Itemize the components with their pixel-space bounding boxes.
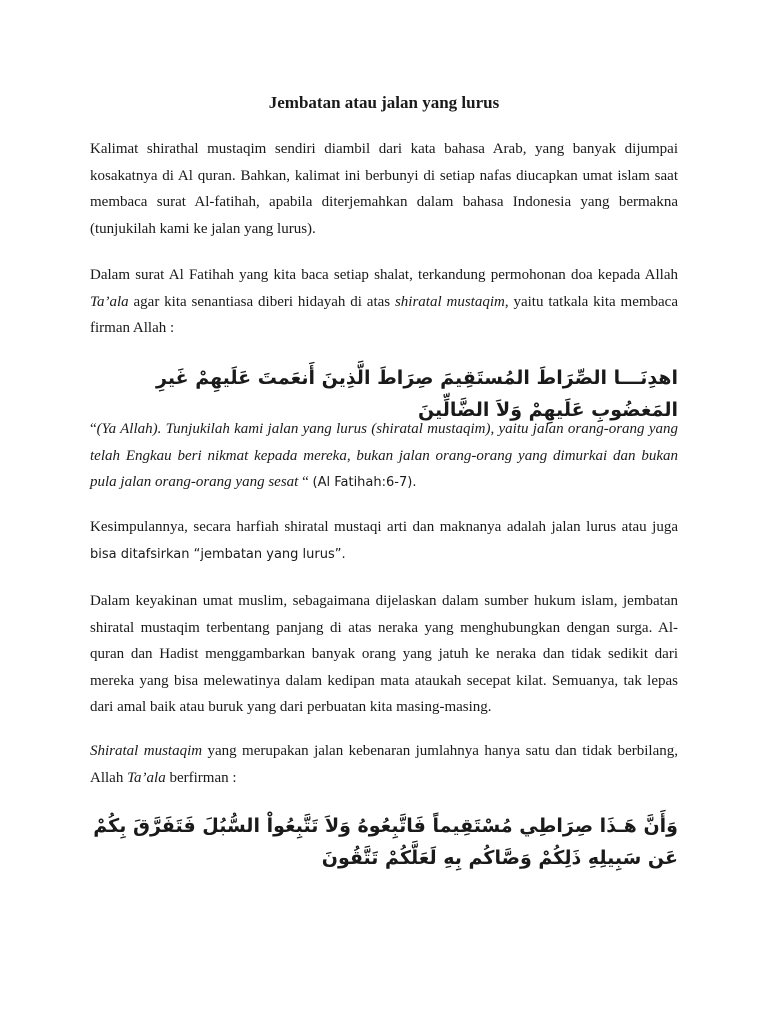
p4-text-a: Kesimpulannya, secara harfiah shiratal mustaqi arti dan maknanya adalah jalan lurus atau juga xyxy=(90,519,678,535)
p6-text-b: yang merupakan jalan kebenaran jumlahnya hanya satu dan tidak berbilang, Allah xyxy=(90,743,678,786)
arabic-verse-al-anam: وَأَنَّ هَـذَا صِرَاطِي مُسْتَقِيماً فَاتَّبِعُوهُ وَلاَ تَتَّبِعُواْ السُّبُلَ فَتَفَرَّقَ بِكُمْ عَن سَبِيلِهِ ذَلِكُمْ وَصَّاكُم بِهِ لَعَلَّكُمْ تَتَّقُونَ xyxy=(93,815,678,869)
p6-taala: Ta’ala xyxy=(127,769,166,786)
paragraph-translation xyxy=(90,416,678,497)
paragraph-one-path xyxy=(90,738,678,791)
p2-text-e: , yaitu tatkala kita membaca firman Allah : xyxy=(90,293,678,336)
p2-text-a: Dalam surat Al Fatihah yang kita baca setiap shalat, terkandung permohonan doa kepada Allah xyxy=(90,267,678,283)
paragraph-al-fatihah xyxy=(90,262,678,342)
page-title: Jembatan atau jalan yang lurus xyxy=(268,93,500,112)
paragraph-conclusion xyxy=(90,514,678,568)
p3-translation-text: (Ya Allah). Tunjukilah kami jalan yang lurus (shiratal mustaqim), yaitu jalan orang-orang yang telah Engkau beri nikmat kepada mereka, bukan jalan orang-orang yang dimurkai dan bukan pula jalan orang-orang yang sesat xyxy=(90,421,678,490)
arabic-verse-al-fatihah: اهدِنَـــا الصِّرَاطَ المُستَقِيمَ صِرَاطَ الَّذِينَ أَنعَمتَ عَلَيهِمْ غَيرِ المَغضُوبِ عَلَيهِمْ وَلاَ الضَّالِّينَ xyxy=(156,367,678,421)
paragraph-intro: Kalimat shirathal mustaqim sendiri diambil dari kata bahasa Arab, yang banyak dijumpai kosakatnya di Al quran. Bahkan, kalimat ini berbunyi di setiap nafas diucapkan umat islam saat membaca surat Al-fatihah, apabila diterjemahkan dalam bahasa Indonesia yang bermakna (tunjukilah kami ke jalan yang lurus). xyxy=(90,141,678,237)
p2-shiratal-mustaqim: shiratal mustaqim xyxy=(394,293,505,310)
paragraph-belief: Dalam keyakinan umat muslim, sebagaimana dijelaskan dalam sumber hukum islam, jembatan shiratal mustaqim terbentang panjang di atas neraka yang menghubungkan dengan surga. Al-quran dan Hadist menggambarkan banyak orang yang jatuh ke neraka dan tidak sedikit dari mereka yang bisa melewatinya dalam kedipan mata ataukah secepat kilat. Semuanya, tak lepas dari amal baik atau buruk yang dari perbuatan kita masing-masing. xyxy=(90,593,678,715)
p3-reference: (Al Fatihah:6-7). xyxy=(312,475,417,490)
p3-open-quote: “ xyxy=(90,421,97,437)
p3-close-quote: “ xyxy=(298,474,313,490)
p6-shiratal-mustaqim: Shiratal mustaqim xyxy=(90,743,203,759)
p4-text-b: bisa ditafsirkan “jembatan yang lurus”. xyxy=(90,546,346,562)
p6-text-d: berfirman : xyxy=(165,769,237,786)
p2-text-c: agar kita senantiasa diberi hidayah di atas xyxy=(128,293,395,310)
p2-taala: Ta’ala xyxy=(90,293,129,310)
